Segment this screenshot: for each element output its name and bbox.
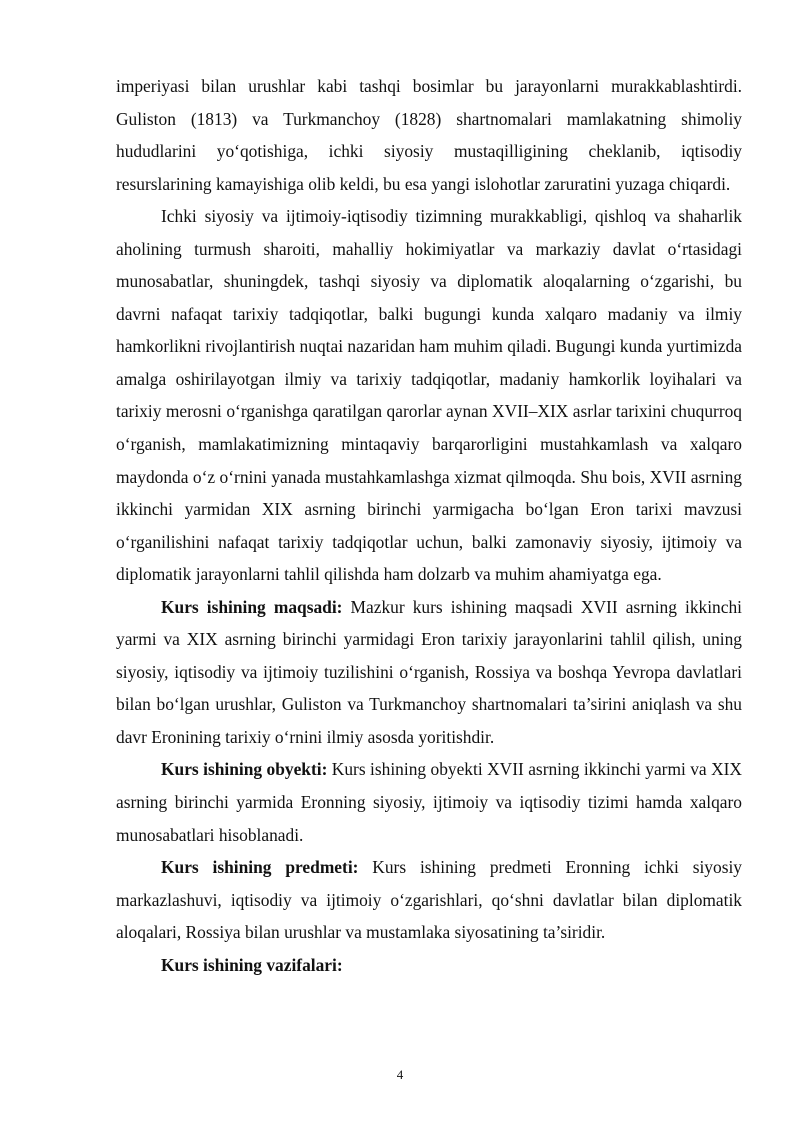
paragraph-tasks [116,949,742,982]
section-heading-tasks: Kurs ishining vazifalari: [161,954,343,975]
document-page [116,70,742,981]
paragraph-context [116,70,742,200]
paragraph-text: Kurs ishining obyekti XVII asrning ikkinchi yarmi va XIX asrning birinchi yarmida Eronning siyosiy, ijtimoiy va iqtisodiy tizimi hamda xalqaro munosabatlari hisoblanadi. [116,759,742,845]
paragraph-text: Kurs ishining predmeti Eronning ichki siyosiy markazlashuvi, iqtisodiy va ijtimoiy o‘zgarishlari, qo‘shni davlatlar bilan diplomatik aloqalari, Rossiya bilan urushlar va mustamlaka siyosatining ta’siridir. [116,857,742,943]
page-number: 4 [396,1067,404,1082]
paragraph-goal [116,591,742,754]
section-heading-object: Kurs ishining obyekti: [161,759,328,780]
section-heading-subject: Kurs ishining predmeti: [161,857,359,878]
paragraph-text: imperiyasi bilan urushlar kabi tashqi bosimlar bu jarayonlarni murakkablashtirdi. Guliston (1813) va Turkmanchoy (1828) shartnomalari mamlakatning shimoliy hududlarini yo‘qotishiga, ichki siyosiy mustaqilligining cheklanib, iqtisodiy resurslarining kamayishiga olib keldi, bu esa yangi islohotlar zaruratini yuzaga chiqardi. [116,76,742,194]
paragraph-text: Ichki siyosiy va ijtimoiy-iqtisodiy tizimning murakkabligi, qishloq va shaharlik aholining turmush sharoiti, mahalliy hokimiyatlar va markaziy davlat o‘rtasidagi munosabatlar, shuningdek, tashqi siyosiy va diplomatik aloqalarning o‘zgarishi, bu davrni nafaqat tarixiy tadqiqotlar, balki bugungi kunda xalqaro madaniy va ilmiy hamkorlikni rivojlantirish nuqtai nazaridan ham muhim qiladi. Bugungi kunda yurtimizda amalga oshirilayotgan ilmiy va tarixiy tadqiqotlar, madaniy hamkorlik loyihalari va tarixiy merosni o‘rganishga qaratilgan qarorlar aynan XVII–XIX asrlar tarixini chuqurroq o‘rganish, mamlakatimizning mintaqaviy barqarorligini mustahkamlash va xalqaro maydonda o‘z o‘rnini yanada mustahkamlashga xizmat qilmoqda. Shu bois, XVII asrning ikkinchi yarmidan XIX asrning birinchi yarmigacha bo‘lgan Eron tarixi mavzusi o‘rganilishini nafaqat tarixiy tadqiqotlar uchun, balki zamonaviy siyosiy, ijtimoiy va diplomatik jarayonlarni tahlil qilishda ham dolzarb va muhim ahamiyatga ega. [116,206,742,585]
paragraph-text: Mazkur kurs ishining maqsadi XVII asrning ikkinchi yarmi va XIX asrning birinchi yarmidagi Eron tarixiy jarayonlarini tahlil qilish, uning siyosiy, iqtisodiy va ijtimoiy tuzilishini o‘rganish, Rossiya va boshqa Yevropa davlatlari bilan bo‘lgan urushlar, Guliston va Turkmanchoy shartnomalari ta’sirini aniqlash va shu davr Eronining tarixiy o‘rnini ilmiy asosda yoritishdir. [116,596,742,747]
section-heading-goal: Kurs ishining maqsadi: [161,596,343,617]
paragraph-relevance [116,200,742,591]
paragraph-subject [116,851,742,949]
paragraph-object [116,753,742,851]
